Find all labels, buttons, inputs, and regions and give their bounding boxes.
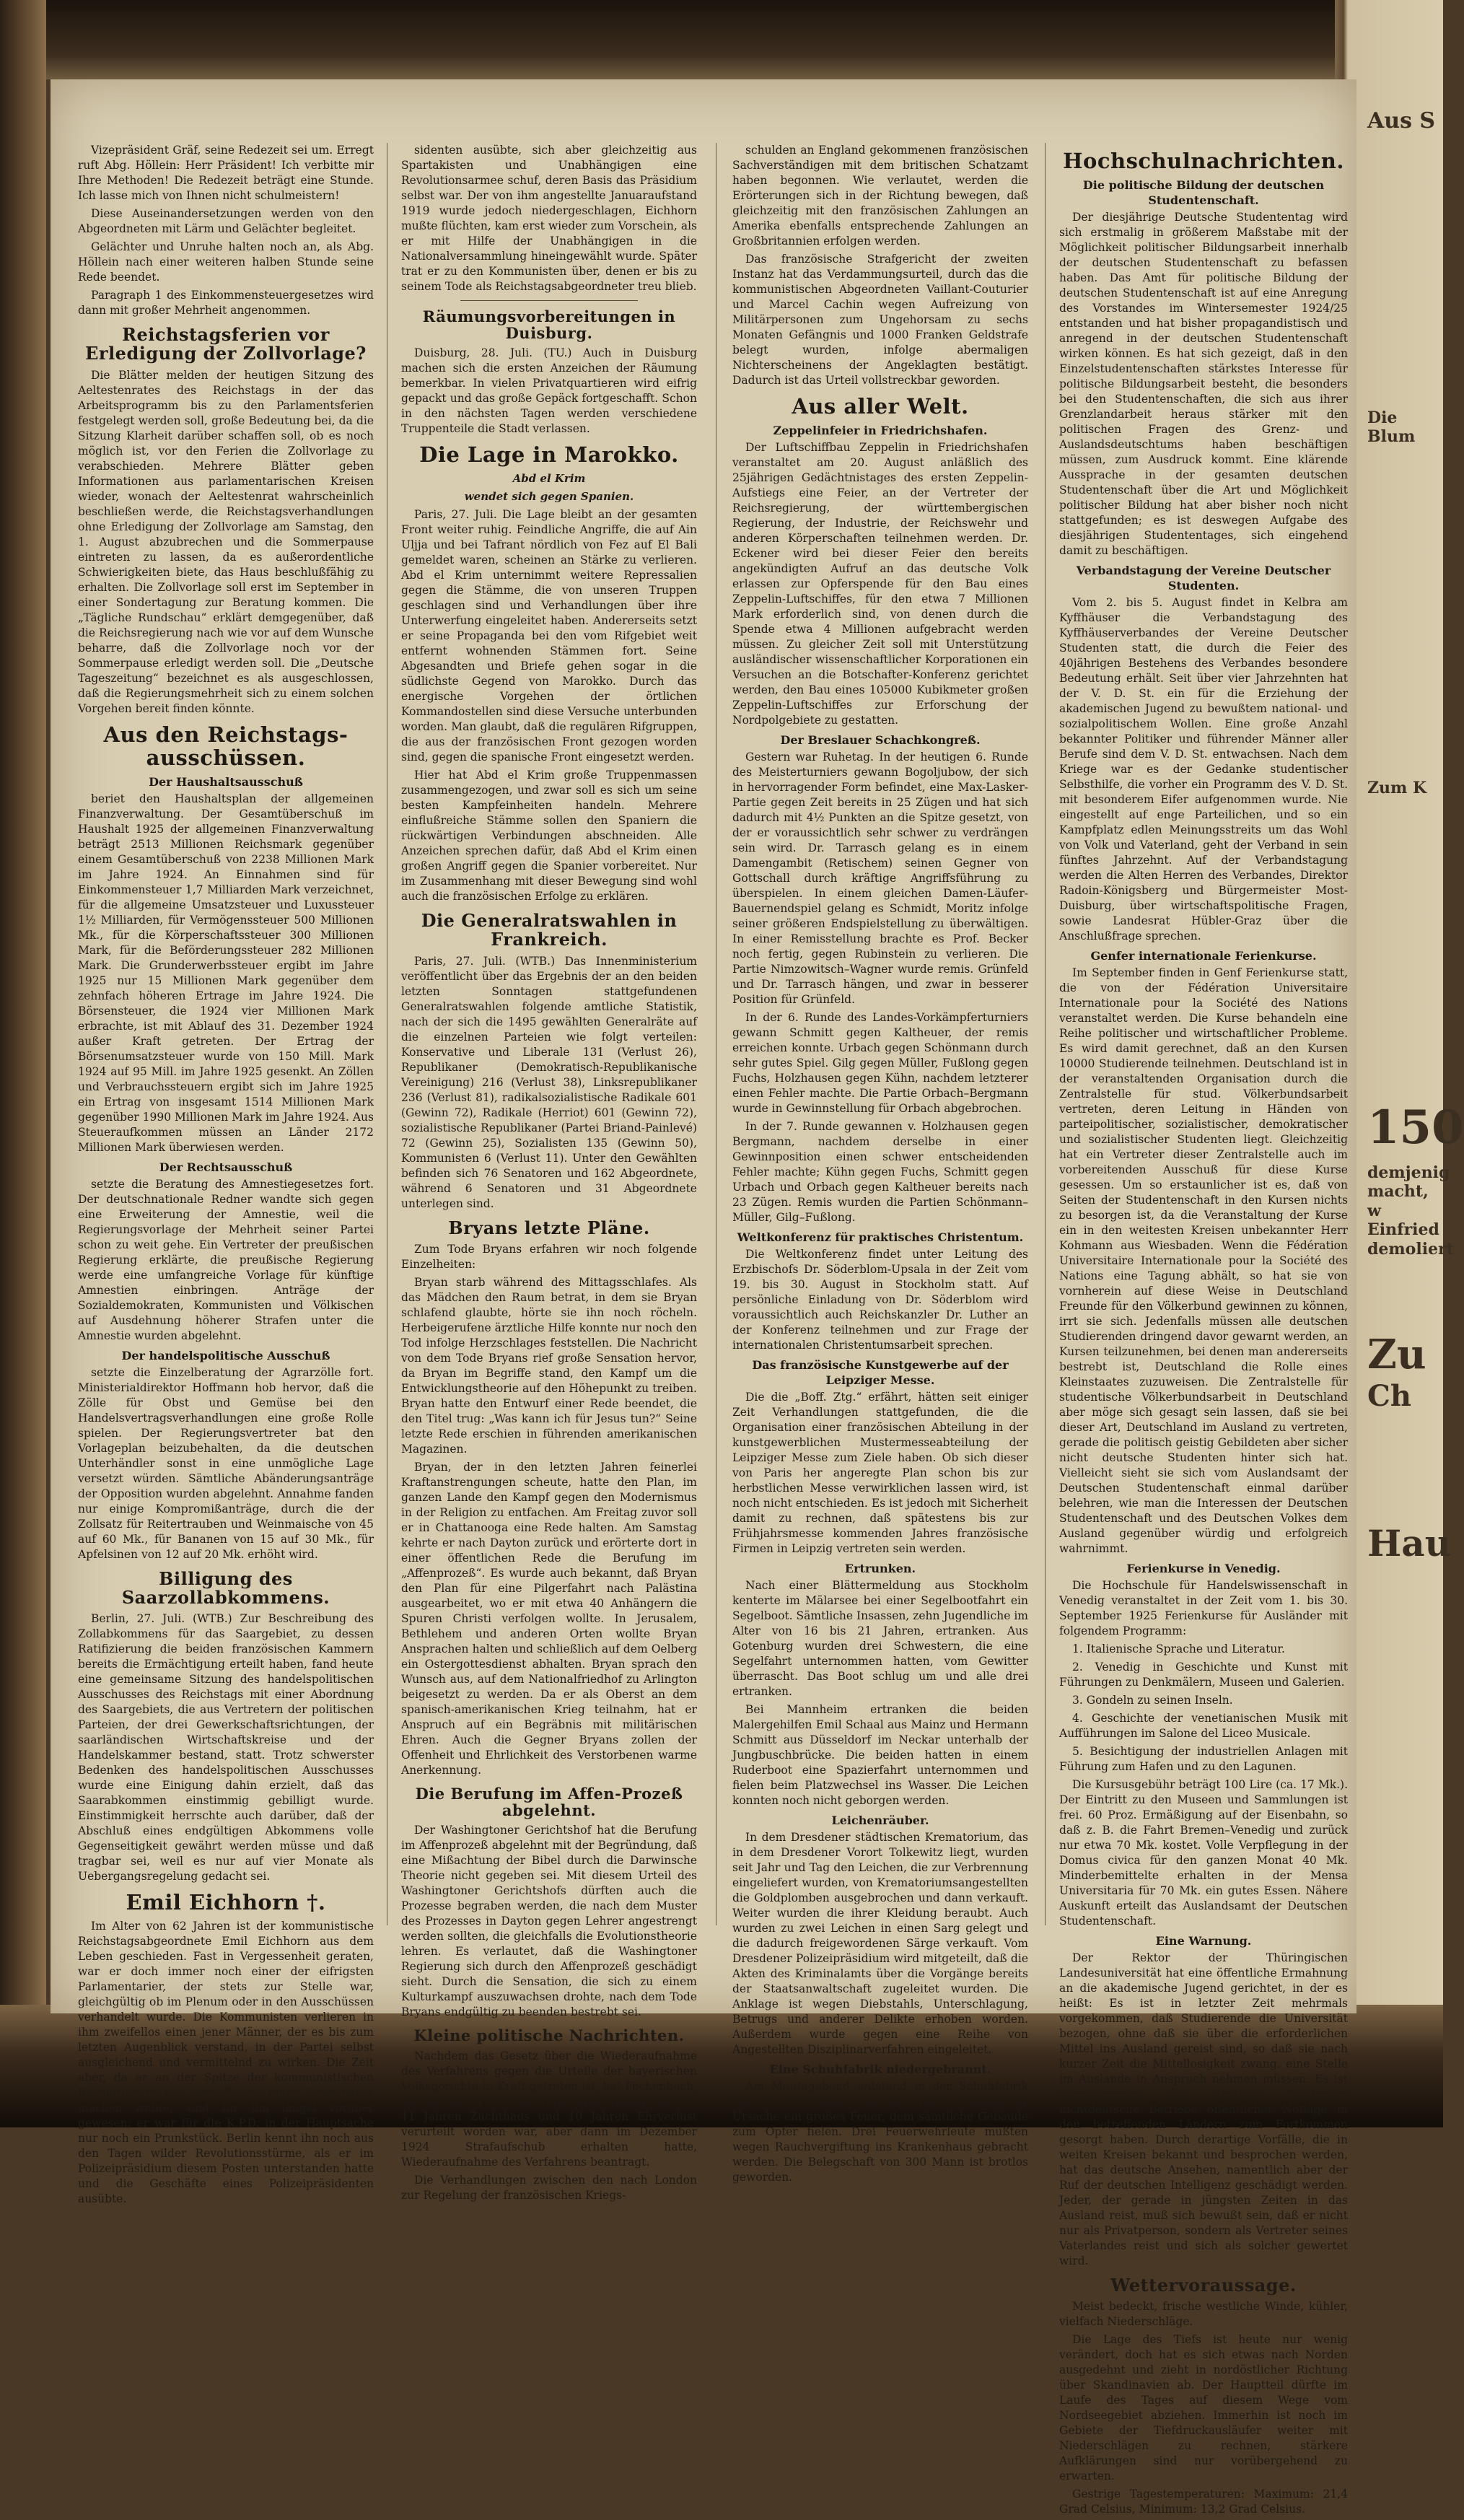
- headline-wahlen: Die Generalratswahlen in Frankreich.: [421, 910, 678, 950]
- paragraph: Der diesjährige Deutsche Studententag wird sich erstmalig in größerem Maßstabe mit der Möglichkeit politischer Bildungsarbeit innerhalb der deutschen Studentenschaft zu befassen haben. Das Amt für politische Bildung der deutschen Studentenschaft ist auf eine Anregung des Vorstandes im Wintersemester 1924/25 entstanden und hat bisher propagandistisch und anregend in der deutschen Studentenschaft wirken können. Es hat sich gezeigt, daß in den Einzelstudentenschaften stärkstes Interesse für politische Bildungsarbeit besteht, die besonders bei den Studentenschaften, die sich aus ihrer Grenzlandarbeit heraus stärker mit den politischen Fragen des Grenz- und Auslandsdeutschtums haben beschäftigen müssen, zum Ausdruck kommt. Eine klärende Aussprache in der gesamten deutschen Studentenschaft über die Art und Möglichkeit politischer Bildung hat aber bisher noch nicht stattgefunden; es ist deswegen Aufgabe des diesjährigen Studententages, sich eingehend damit zu beschäftigen.: [1059, 210, 1348, 557]
- paragraph: Im Alter von 62 Jahren ist der kommunistische Reichstagsabgeordnete Emil Eichhorn aus dem Leben geschieden. Fast in Vergessenheit geraten, war er doch immer noch einer der eifrigsten Parlamentarier, der stets zur Stelle war, gleichgültig ob im Plenum oder in den Ausschüssen verhandelt wurde. Die Kommunisten verlieren in ihm zweifellos einen jener Männer, der es bis zum letzten Augenblick verstand, in der Partei selbst ausgleichend und vermittelnd zu wirken. Die Zeit aber, da er an der Spitze der kommunistischen Revolutionäre aus dem Reiche einen Sowjetstaat machen wollte, sind für ihn längst vorüber gewesen; er war für die K.P.D. in der Hauptsache nur noch ein Prunkstück. Berlin kennt ihn noch aus den Tagen wilder Revolutionsstürme, als er im Polizeipräsidium diesem Posten unterstanden hatte und die Geschäfte eines Polizeipräsidenten ausübte.: [78, 1920, 374, 2206]
- paragraph: Vizepräsident Gräf, seine Redezeit sei um. Erregt ruft Abg. Höllein: Herr Präsident! Ich verbitte mir Ihre Methoden! Die Redezeit beträgt eine Stunde. Ich lasse mich von Ihnen nicht schulmeistern!: [78, 144, 374, 202]
- subheading: Die politische Bildung der deutschen Studentenschaft.: [1082, 178, 1325, 207]
- newspaper-page: [51, 79, 1356, 2516]
- subheading: Der handelspolitische Ausschuß: [121, 1348, 330, 1362]
- paragraph: Die Weltkonferenz findet unter Leitung des Erzbischofs Dr. Söderblom-Upsala in der Zeit vom 19. bis 30. August in Stockholm statt. Auf persönliche Einladung von Dr. Söderblom wird voraussichtlich auch Reichskanzler Dr. Luther an der Konferenz teilnehmen und zur Frage der internationalen Christentumsarbeit sprechen.: [732, 1247, 1028, 1352]
- strip-text: demjenig: [1367, 1163, 1450, 1182]
- headline-kleine: Kleine politische Nachrichten.: [413, 2026, 685, 2045]
- paragraph: Das französische Strafgericht der zweiten Instanz hat das Verdammungsurteil, durch das die kommunistischen Abgeordneten Vaillant-Couturier und Marcel Cachin wegen Aufreizung von Militärpersonen zum Ungehorsam zu sechs Monaten Gefängnis und 1000 Franken Geldstrafe belegt wurden, infolge abermaligen Nichterscheinens der Angeklagten bestätigt. Dadurch ist das Urteil vollstreckbar geworden.: [732, 253, 1028, 387]
- headline-wetter: Wettervoraussage.: [1110, 2274, 1297, 2296]
- paragraph: Gestern war Ruhetag. In der heutigen 6. Runde des Meisterturniers gewann Bogoljubow, der sich in hervorragender Form befindet, eine Max-Lasker-Partie gegen Zeit bereits in 25 Zügen und hat sich dadurch mit 4½ Punkten an die Spitze gesetzt, von der er voraussichtlich sehr schwer zu verdrängen sein wird. Dr. Tarrasch gelang es in einem Damengambit (Retischem) seinen Gegner von Gottschall durch kräftige Angriffsführung zu überspielen. In einem gleichen Damen-Läufer-Bauernendspiel gelang es Schmidt, Moritz infolge seiner größeren Endspielstellung zu überwältigen. In einer Remisstellung brachte es Prof. Becker noch fertig, gegen Rubinstein zu verlieren. Die Partie Nimzowitsch–Wagner wurde remis. Grünfeld und Dr. Tarrasch hängen, und zwar in besserer Position für Grünfeld.: [732, 750, 1028, 1006]
- paragraph: Der Luftschiffbau Zeppelin in Friedrichshafen veranstaltet am 20. August anläßlich des 25jährigen Gedächtnistages des ersten Zeppelin-Aufstiegs eine Feier, an der Vertreter der Reichsregierung, der württembergischen Regierung, der Industrie, der Reichswehr und anderen Körperschaften teilnehmen werden. Dr. Eckener wird bei dieser Feier den bereits angekündigten Aufruf an das deutsche Volk erlassen zur Opferspende für den Bau eines Zeppelin-Luftschiffes, für den etwa 7 Millionen Mark erforderlich sind, von denen durch die Spende etwa 4 Millionen aufgebracht werden müssen. Zu gleicher Zeit soll mit Unterstützung ausländischer wissenschaftlicher Korporationen ein Versuchen an die Botschafter-Konferenz gerichtet werden, den Bau eines 105000 Kubikmeter großen Zeppelin-Luftschiffes zur Erforschung der Nordpolgebiete zu gestatten.: [732, 440, 1028, 727]
- scan-border-top: [0, 0, 1443, 79]
- headline-raeumung: Räumungsvorbereitungen in Duisburg.: [422, 307, 676, 343]
- subheading: Eine Schuhfabrik niedergebrannt.: [769, 2062, 991, 2076]
- list-item: 2. Venedig in Geschichte und Kunst mit Führungen zu Denkmälern, Museen und Galerien.: [1059, 1660, 1348, 1689]
- subheading: Das französische Kunstgewerbe auf der Leipziger Messe.: [752, 1357, 1009, 1387]
- headline-saar: Billigung des Saarzollabkommens.: [121, 1567, 330, 1608]
- headline-bryan: Bryans letzte Pläne.: [448, 1217, 650, 1238]
- list-item: 1. Italienische Sprache und Literatur.: [1072, 1642, 1285, 1655]
- subheading: Weltkonferenz für praktisches Christentum.: [737, 1230, 1024, 1244]
- subheading: Verbandstagung der Vereine Deutscher Studenten.: [1076, 563, 1331, 592]
- paragraph: Gelächter und Unruhe halten noch an, als Abg. Höllein nach einer weiteren halben Stunde seine Rede beendet.: [78, 240, 374, 284]
- paragraph: Nachdem das Gesetz über die Wiederaufnahme des Verfahrens gegen die Urteile der bayerischen Volksgerichte in Kraft getreten ist, hat Fechenbach, der Oktober 1922 vom Münchener Volksgericht zu 11 Jahren Zuchthaus und 10 Jahren Ehrverlust verurteilt worden war, aber dann im Dezember 1924 Strafaufschub erhalten hatte, Wiederaufnahme des Verfahrens beantragt.: [401, 2049, 697, 2169]
- paragraph: In dem Dresdener städtischen Krematorium, das in dem Dresdener Vorort Tolkewitz liegt, wurden seit Jahr und Tag den Leichen, die zur Verbrennung eingeliefert wurden, von Krematoriumsangestellten die Goldplomben ausgebrochen und dann verkauft. Weiter wurden die ihrer Kleidung beraubt. Auch wurden zu zwei Leichen in einen Sarg gelegt und die dadurch freigewordenen Särge verkauft. Vom Dresdener Polizeipräsidium wird mitgeteilt, daß die Akten des Kriminalamts über die Vorgänge bereits der Staatsanwaltschaft zugeleitet wurden. Die Anklage ist wegen Diebstahls, Unterschlagung, Betrugs und anderer Delikte erhoben worden. Außerdem wurde gegen eine Reihe von Angestellten Disziplinarverfahren eingeleitet.: [732, 1830, 1028, 2056]
- paragraph: Der Washingtoner Gerichtshof hat die Berufung im Affenprozeß abgelehnt mit der Begründung, daß eine Mißachtung der Bibel durch die Darwinsche Theorie nicht gegeben sei. Mit diesem Urteil des Washingtoner Gerichtshofs dürften auch die Prozesse begraben werden, die nach dem Muster des Prozesses in Dayton gegen Lehrer angestrengt werden sollten, die gleichfalls die Evolutionstheorie lehren. Es verlautet, daß die Washingtoner Regierung sich durch den Affenprozeß geschädigt sieht. Durch die Sensation, die sich zu einem Kulturkampf auszuwachsen drohte, nach dem Tode Bryans endgültig zu beenden bestrebt sei.: [401, 1824, 697, 2019]
- strip-text: Zum K: [1367, 778, 1427, 797]
- neighbour-page-text: [1367, 108, 1464, 1565]
- headline-hochschul: Hochschulnachrichten.: [1063, 149, 1344, 173]
- paragraph: Im September finden in Genf Ferienkurse statt, die von der Fédération Universitaire Internationale pour la Société des Nations veranstaltet werden. Die Kurse behandeln eine Reihe politischer und wirtschaftlicher Probleme. Es wird damit gerechnet, daß an den Kursen 10000 Studierende teilnehmen. Deutschland ist in der veranstaltenden Organisation durch die Zentralstelle für stud. Völkerbundsarbeit vertreten, deren Leitung in Händen von parteipolitischer, sozialistischer, demokratischer und sozialistischer Studenten liegt. Gleichzeitig hat ein Vertreter dieser Zentralstelle auch im vorbereitenden Ausschuß für diese Kurse gesessen. Um so erstaunlicher ist es, daß von Seiten der Studentenschaft in den Kursen nichts zu besorgen ist, da die Veranstaltung der Kurse ein in den weitesten Kreisen unbekannter Herr Kohmann aus Wiesbaden. Wenn die Fédération Universitaire Internationale pour la Société des Nations eine Tagung abhält, so hat sie von vornherein auf diese Weise in Deutschland Freunde für den Völkerbund gewinnen zu können, irrt sie sich. Jedenfalls müssen alle deutschen Studierenden dringend davor gewarnt werden, an Kursen teilzunehmen, bei denen man andererseits bestrebt ist, Deutschland die Rolle eines Kleinstaates zuzuweisen. Die Zentralstelle für studentische Völkerbundsarbeit in Deutschland aber möge sich gesagt sein lassen, daß sie bei dieser Art, Deutschland im Ausland zu vertreten, gerade die politisch geistig Gebildeten aber sicher nicht deutsche Studenten hinter sich hat. Vielleicht sieht sie sich vom Auslandsamt der Deutschen Studentenschaft einmal darüber belehren, wie man die Interessen der Deutschen Studentenschaft und des Deutschen Volkes dem Ausland gegenüber würdig und erfolgreich wahrnimmt.: [1059, 966, 1348, 1555]
- paragraph: Duisburg, 28. Juli. (TU.) Auch in Duisburg machen sich die ersten Anzeichen der Räumung bemerkbar. In vielen Privatquartieren wird eifrig gepackt und das große Gepäck fortgeschafft. Schon in den nächsten Tagen werden verschiedene Truppenteile die Stadt verlassen.: [401, 346, 697, 436]
- strip-text: demoliert: [1367, 1239, 1454, 1259]
- list-item: 4. Geschichte der venetianischen Musik mit Aufführungen im Salone del Liceo Musicale.: [1059, 1711, 1348, 1740]
- strip-text: Aus S: [1367, 108, 1436, 134]
- paragraph: setzte die Einzelberatung der Agrarzölle fort. Ministerialdirektor Hoffmann hob hervor, daß die Zölle für Obst und Gemüse bei den Handelsvertragsverhandlungen eine große Rolle spielen. Der Regierungsvertreter bat den Vorlageplan beizubehalten, da die deutschen Unterhändler sonst in eine unmögliche Lage versetzt würden. Sämtliche Abänderungsanträge der Opposition wurden abgelehnt. Annahme fanden nur einige Kompromißanträge, durch die der Zollsatz für Reitertrauben und Weinmaische von 45 auf 60 Mk., für Bananen von 15 auf 30 Mk., für Apfelsinen von 12 auf 20 Mk. erhöht wird.: [78, 1365, 374, 1561]
- subheading: Abd el Krim: [512, 472, 586, 486]
- paragraph: setzte die Beratung des Amnestiegesetzes fort. Der deutschnationale Redner wandte sich gegen eine Erweiterung der Amnestie, weil die Regierungsvorlage der Mehrheit seiner Partei schon zu weit gehe. Ein Vertreter der preußischen Regierung erklärte, die preußische Regierung werde eine umfangreiche Vorlage für künftige Amnestien einbringen. Anträge der Sozialdemokraten, Kommunisten und Völkischen auf Ausdehnung höherer Strafen unter die Amnestie wurden abgelehnt.: [78, 1177, 374, 1342]
- paragraph: schulden an England gekommenen französischen Sachverständigen mit dem britischen Schatzamt haben begonnen. Wie verlautet, werden die Erörterungen sich in der Richtung bewegen, daß gleichzeitig mit den französischen Zahlungen an Amerika ebenfalls entsprechende Zahlungen an Großbritannien erfolgen werden.: [732, 144, 1028, 248]
- paragraph: Die Blätter melden der heutigen Sitzung des Aeltestenrates des Reichstags in der das Arbeitsprogramm bis zu den Parlamentsferien festgelegt werden soll, große Bedeutung bei, da die Sitzung Klarheit darüber schaffen soll, ob es noch möglich ist, vor den Ferien die Zollvorlage zu verabschieden. Mehrere Blätter geben Informationen aus parlamentarischen Kreisen wieder, wonach der Aeltestenrat wahrscheinlich beschließen werde, die Reichstagsverhandlungen ohne Erledigung der Zollvorlage am Samstag, den 1. August abzubrechen und die Sommerpause eintreten zu lassen, da es außerordentliche Schwierigkeiten biete, das Haus beschlußfähig zu erhalten. Die Zollvorlage soll erst im September in einer Sondertagung zur Beratung kommen. Die „Tägliche Rundschau“ erklärt demgegenüber, daß die Reichsregierung nach wie vor auf dem Wunsche beharre, daß die Zollvorlage noch vor der Sommerpause erledigt werden soll. Die „Deutsche Tageszeitung“ bezeichnet es als ausgeschlossen, daß die Regierungsmehrheit sich zu einem solchen Vorgehen bereit finden könnte.: [78, 368, 374, 715]
- paragraph: In der 6. Runde des Landes-Vorkämpferturniers gewann Schmitt gegen Kaltheuer, der remis erreichen konnte. Urbach gegen Schönmann durch sehr gutes Spiel. Gilg gegen Müller, Fußlong gegen Fuchs, Holzhausen gegen Kühn, nachdem letzterer einen Fehler machte. Die Partie Orbach–Bergmann wurde in Gewinnstellung für Orbach abgebrochen.: [732, 1010, 1028, 1115]
- subheading: Der Breslauer Schachkongreß.: [780, 732, 981, 747]
- strip-text: Zu: [1367, 1330, 1426, 1378]
- column-rule: [1045, 143, 1046, 1925]
- column-3: [732, 143, 1028, 2188]
- paragraph: Berlin, 27. Juli. (WTB.) Zur Beschreibung des Zollabkommens für das Saargebiet, zu dessen Ratifizierung die beiden französischen Kammern bereits die Ermächtigung erteilt haben, fand heute eine gemeinsame Sitzung des handelspolitischen Ausschusses des Reichstags mit einer Abordnung des Saargebiets, die aus Vertretern der politischen Parteien, der drei Gewerkschaftsrichtungen, der saarländischen Wirtschaftskreise und der Handelskammer bestand, statt. Trotz schwerster Bedenken des handelspolitischen Ausschusses wurde eine Einigung dahin erzielt, daß das Saarabkommen einstimmig gebilligt wurde. Einstimmigkeit herrschte auch darüber, daß der Abschluß eines endgültigen Abkommens volle Gegenseitigkeit gewährt werden müsse und daß tragbar sei, weil es nur auf vier Monate als Uebergangsregelung gedacht sei.: [78, 1612, 374, 1884]
- headline-aus-aller-welt: Aus aller Welt.: [792, 394, 969, 419]
- paragraph: In der 7. Runde gewannen v. Holzhausen gegen Bergmann, nachdem derselbe in einer Gewinnposition einen schwer entscheidenden Fehler machte; Kühn gegen Fuchs, Schmitt gegen Urbach und Orbach gegen Kaltheuer bereits nach 23 Zügen. Remis wurden die Partien Schönmann–Müller, Gilg–Fußlong.: [732, 1119, 1028, 1224]
- paragraph: Paragraph 1 des Einkommensteuergesetzes wird dann mit großer Mehrheit angenommen.: [78, 289, 374, 317]
- paragraph: Die Kursusgebühr beträgt 100 Lire (ca. 17 Mk.). Der Eintritt zu den Museen und Sammlungen ist frei. 60 Proz. Ermäßigung auf der Eisenbahn, so daß z. B. die Fahrt Bremen–Venedig und zurück nur etwa 70 Mk. kostet. Volle Verpflegung in der Domus civica für den ganzen Monat 40 Mk. Minderbemittelte erhalten in der Mensa Universitaria für 70 Mk. ein gutes Essen. Nähere Auskunft erteilt das Auslandsamt der Deutschen Studentenschaft.: [1059, 1777, 1348, 1928]
- paragraph: Nach einer Blättermeldung aus Stockholm kenterte im Mälarsee bei einer Segelbootfahrt ein Segelboot. Sämtliche Insassen, zehn Jugendliche im Alter von 16 bis 21 Jahren, ertranken. Aus Gotenburg wurden drei Schwestern, die eine Segelfahrt unternommen hatten, vom Gewitter überrascht. Das Boot schlug um und alle drei ertranken.: [732, 1578, 1028, 1698]
- scan-border-left: [0, 0, 46, 2127]
- subheading: Ertrunken.: [844, 1561, 916, 1575]
- paragraph: Die Hochschule für Handelswissenschaft in Venedig veranstaltet in der Zeit vom 1. bis 30. September 1925 Ferienkurse für Ausländer mit folgendem Programm:: [1059, 1578, 1348, 1637]
- paragraph: Die Lage des Tiefs ist heute nur wenig verändert, doch hat es sich etwas nach Norden ausgedehnt und zieht in nordöstlicher Richtung über Skandinavien ab. Der Hauptteil dürfte im Laufe des Tages auf diesem Wege vom Nordseegebiet abziehen. Immerhin ist noch im Gebiete der Tiefdruckausläufer weiter mit Niederschlägen zu rechnen, stärkere Aufklärungen sind nur vorübergehend zu erwarten.: [1059, 2333, 1348, 2483]
- headline-reichstagsferien: Reichstagsferien vor Erledigung der Zollvorlage?: [85, 324, 367, 364]
- strip-text: Hau: [1367, 1522, 1451, 1565]
- column-1: [78, 143, 374, 2210]
- strip-text: Ch: [1367, 1379, 1411, 1414]
- paragraph: Meist bedeckt, frische westliche Winde, kühler, vielfach Niederschläge.: [1059, 2300, 1348, 2329]
- paragraph: Paris, 27. Juli. Die Lage bleibt an der gesamten Front weiter ruhig. Feindliche Angriffe, die auf Ain Uljja und bei Tafrant nördlich von Fez auf El Bali gemeldet waren, scheinen an Stärke zu verlieren. Abd el Krim unternimmt weitere Repressalien gegen die Stämme, die von unseren Truppen geschlagen sind und Verhandlungen über ihre Unterwerfung eingeleitet haben. Andererseits setzt er seine Propaganda bei den vom Rifgebiet weit entfernt wohnenden Stämmen fort. Seine Abgesandten und Briefe gehen sogar in die südlichste Gegend von Marokko. Durch das energische Vorgehen der örtlichen Kommandostellen sind diese Versuche unterbunden worden. Man glaubt, daß die regulären Rifgruppen, die aus der französischen Front gezogen worden sind, gegen die spanische Front eingesetzt werden.: [401, 508, 697, 764]
- subheading: Zeppelinfeier in Friedrichshafen.: [773, 423, 988, 437]
- paragraph: Vom 2. bis 5. August findet in Kelbra am Kyffhäuser die Verbandstagung des Kyffhäuserverbandes der Vereine Deutscher Studenten statt, die durch die Feier des 40jährigen Bestehens des Verbandes besondere Bedeutung erhält. Seit über vier Jahrzehnten hat der V. D. St. ein für die Erziehung der akademischen Jugend zu bewußtem national- und sozialpolitischem Wollen. Eine große Anzahl bekannter Politiker und führender Männer aller Berufe sind dem V. D. St. entwachsen. Nach dem Kriege war es der Gedanke studentischer Selbsthilfe, die vorher ein Programm des V. D. St. mit besonderem Eifer aufgenommen wurde. Nie eingestellt auf enge Parteilichen, und so ein Kampfplatz edlen Meinungsstreits um das Wohl von Volk und Vaterland, geht der Verband in sein fünftes Jahrzehnt. Auf der Verbandstagung werden die Alten Herren des Verbandes, Direktor Radoin-Königsberg und Bürgermeister Most-Duisburg, über wirtschaftspolitische Fragen, sowie Landesrat Hübler-Graz über die Anschlußfrage sprechen.: [1059, 595, 1348, 942]
- paragraph: Diese Auseinandersetzungen werden von den Abgeordneten mit Lärm und Gelächter begleitet.: [78, 207, 374, 235]
- paragraph: Bryan, der in den letzten Jahren feinerlei Kraftanstrengungen scheute, hatte den Plan, im ganzen Lande den Kampf gegen den Modernismus in der Religion zu entfachen. Am Freitag zuvor soll er in Chattanooga eine Rede halten. Am Samstag kehrte er nach Dayton zurück und erörterte dort in einer öffentlichen Rede die Berufung im „Affenprozeß“. Es wurde auch bekannt, daß Bryan den Plan für eine Pilgerfahrt nach Palästina ausgearbeitet, wo er mit etwa 40 Anhängern die Spuren Christi verfolgen wollte. In Jerusalem, Bethlehem und anderen Orten wollte Bryan Ansprachen halten und schließlich auf dem Oelberg ein Ostergottesdienst abhalten. Bryan sprach den Wunsch aus, auf dem Nationalfriedhof zu Arlington beigesetzt zu werden. Da er als Oberst an dem spanisch-amerikanischen Krieg teilnahm, hat er Anspruch auf ein Begräbnis mit militärischen Ehren. Auch die Gegner Bryans zollen der Offenheit und Ehrlichkeit des Verstorbenen warme Anerkennung.: [401, 1461, 697, 1777]
- subheading: Genfer internationale Ferienkurse.: [1090, 948, 1317, 963]
- subheading: Eine Warnung.: [1155, 1933, 1252, 1948]
- subheading: wendet sich gegen Spanien.: [464, 490, 634, 504]
- headline-affen: Die Berufung im Affen-Prozeß abgelehnt.: [415, 1785, 683, 1820]
- paragraph: Hier hat Abd el Krim große Truppenmassen zusammengezogen, und zwar soll es sich um seine besten Kampfeinheiten handeln. Mehrere einflußreiche Stämme sollen den Spaniern die rückwärtigen Verbindungen abschneiden. Alle Anzeichen sprechen dafür, daß Abd el Krim einen großen Angriff gegen die Spanier vorbereitet. Nur im Zusammenhang mit dieser Bewegung sind wohl auch die französischen Erfolge zu erklären.: [401, 769, 697, 904]
- paragraph: Gestrige Tagestemperaturen: Maximum: 21,4 Grad Celsius, Minimum: 13,2 Grad Celsius.: [1059, 2488, 1348, 2516]
- list-item: 5. Besichtigung der industriellen Anlagen mit Führung zum Hafen und zu den Lagunen.: [1059, 1744, 1348, 1773]
- paragraph: sidenten ausübte, sich aber gleichzeitig aus Spartakisten und Unabhängigen eine Revolutionsarmee schuf, deren Basis das Präsidium selbst war. Der von ihm angestellte Januaraufstand 1919 wurde jedoch niedergeschlagen, Eichhorn mußte flüchten, kam erst wieder zum Vorschein, als er mit Hilfe der Unabhängigen in die Nationalversammlung hineingewählt wurde. Später trat er zu den Kommunisten über, denen er bis zu seinem Tode als Reichstagsabgeordneter treu blieb.: [401, 144, 697, 293]
- strip-text: Einfried: [1367, 1220, 1439, 1240]
- subheading: Ferienkurse in Venedig.: [1126, 1561, 1281, 1575]
- strip-text: Die Blum: [1367, 408, 1416, 447]
- paragraph: Der Rektor der Thüringischen Landesuniversität hat eine öffentliche Ermahnung an die akademische Jugend gerichtet, in der es heißt: Es ist in letzter Zeit mehrmals vorgekommen, daß Studierende die Universität bezogen, ohne daß sie über die erforderlichen Mittel ins Ausland gereist sind, so daß sie nach kurzer Zeit die Mittellosigkeit zwang, eine Stelle im Auslande in Anspruch nehmen müssen. Es ist vorgekommen, daß deutsche Studenten nichtdeutsche Betriebe öffentlicher Notlage in den betreffenden Ländern zum Fortkommen gesorgt haben. Durch derartige Vorfälle, die in weiten Kreisen bekannt und besprochen werden, hat das deutsche Ansehen, namentlich aber der Ruf der deutschen Intelligenz geschädigt werden. Jeder, der gerade in jüngsten Zeiten in das Ausland reist, muß sich bewußt sein, daß er nicht nur als Privatperson, sondern als Vertreter seines Vaterlandes reist und sich als solcher gewertet wird.: [1059, 1951, 1348, 2267]
- headline-eichhorn: Emil Eichhorn †.: [126, 1890, 326, 1915]
- strip-text: 150: [1367, 1101, 1464, 1155]
- column-4: [1059, 143, 1348, 2520]
- paragraph: Bryan starb während des Mittagsschlafes. Als das Mädchen den Raum betrat, in dem sie Bryan schlafend glaubte, hörte sie ihn noch röcheln. Herbeigerufene ärztliche Hilfe konnte nur noch den Tod infolge Herzschlages feststellen. Die Nachricht von dem Tode Bryans rief große Sensation hervor, da Bryan im Begriffe stand, den Kampf um die Entwicklungstheorie auf den Höhepunkt zu treiben. Bryan hatte den Entwurf einer Rede beendet, die den Titel trug: „Was kann ich für Jesus tun?“ Seine letzte Rede erschien in führenden amerikanischen Magazinen.: [401, 1276, 697, 1456]
- subheading: Der Haushaltsausschuß: [149, 774, 303, 789]
- list-item: 3. Gondeln zu seinen Inseln.: [1072, 1693, 1233, 1707]
- headline-ausschuessen: Aus den Reichstags-ausschüssen.: [103, 722, 349, 770]
- paragraph: Die Verhandlungen zwischen den nach London zur Regelung der französischen Kriegs-: [401, 2173, 697, 2202]
- divider: [460, 300, 638, 301]
- strip-text: macht, w: [1367, 1182, 1429, 1220]
- paragraph: Die die „Boff. Ztg.“ erfährt, hätten seit einiger Zeit Verhandlungen stattgefunden, die die Organisation einer französischen Abteilung in der kunstgewerblichen Mustermesseabteilung der Leipziger Messe zum Ziele haben. Ob sich dieser von Paris her angeregte Plan schon bis zur herbstlichen Messe verwirklichen lassen wird, ist noch nicht entschieden. Es ist jedoch mit Sicherheit damit zu rechnen, daß spätestens bis zur Frühjahrsmesse kommenden Jahres französische Firmen in Leipzig vertreten sein werden.: [732, 1390, 1028, 1555]
- paragraph: Bei Mannheim ertranken die beiden Malergehilfen Emil Schaal aus Mainz und Hermann Schmitt aus Düsseldorf im Neckar unterhalb der Jungbuschbrücke. Die beiden hatten in einem Ruderboot eine Spazierfahrt unternommen und fielen beim Platzwechsel ins Wasser. Die Leichen konnten noch nicht geborgen werden.: [732, 1702, 1028, 1807]
- paragraph: Zum Tode Bryans erfahren wir noch folgende Einzelheiten:: [401, 1243, 697, 1272]
- paragraph: Paris, 27. Juli. (WTB.) Das Innenministerium veröffentlicht über das Ergebnis der an den beiden letzten Sonntagen stattgefundenen Generalratswahlen folgende amtliche Statistik, nach der sich die 1495 gewählten Generalräte auf die einzelnen Parteien wie folgt verteilen: Konservative und Liberale 131 (Verlust 26), Republikaner (Demokratisch-Republikanische Vereinigung) 216 (Verlust 38), Linksrepublikaner 236 (Verlust 81), radikalsozialistische Radikale 601 (Gewinn 72), Radikale (Herriot) 601 (Gewinn 72), sozialistische Republikaner (Partei Briand-Painlevé) 72 (Gewinn 25), Sozialisten 135 (Gewinn 50), Kommunisten 6 (Verlust 11). Unter den Gewählten befinden sich 76 Senatoren und 162 Abgeordnete, während 6 Senatoren und 31 Abgeordnete unterlegen sind.: [401, 954, 697, 1210]
- paragraph: Am Montagabend entstand in der Schuhfabrik Ohr in Pirmasens aus bis jetzt unbekannter Ursache ein großes Feuer, dem sämtliche Gebäude zum Opfer fielen. Drei Feuerwehrleute mußten wegen Rauchvergiftung ins Krankenhaus gebracht werden. Die Belegschaft von 300 Mann ist brotlos geworden.: [732, 2079, 1028, 2184]
- paragraph: beriet den Haushaltsplan der allgemeinen Finanzverwaltung. Der Gesamtüberschuß im Haushalt 1925 der allgemeinen Finanzverwaltung beträgt 2513 Millionen Reichsmark gegenüber einem Gesamtüberschuß von 2238 Millionen Mark im Jahre 1924. An Einnahmen sind für Einkommensteuer 1,7 Milliarden Mark verzeichnet, für die allgemeine Umsatzsteuer und Luxussteuer 1½ Milliarden, für Vermögenssteuer 500 Millionen Mk., für die Körperschaftssteuer 300 Millionen Mark, für die Beförderungssteuer 282 Millionen Mark. Die Grunderwerbssteuer ergibt im Jahre 1925 nur 15 Millionen Mark gegenüber dem zehnfach höheren Ertrage im Jahre 1924. Die Börsensteuer, die 1924 vier Millionen Mark erbrachte, ist mit Ablauf des 31. Dezember 1924 außer Kraft getreten. Der Ertrag der Börsenumsatzsteuer wurde von 150 Mill. Mark 1924 auf 95 Mill. im Jahre 1925 gesenkt. An Zöllen und Verbrauchssteuern ergibt sich im Jahre 1925 ein Ertrag von insgesamt 1514 Millionen Mark gegenüber 1990 Millionen Mark im Jahre 1924. Aus Steueraufkommen müssen an Länder 2172 Millionen Mark überwiesen werden.: [78, 792, 374, 1154]
- subheading: Leichenräuber.: [831, 1813, 929, 1827]
- subheading: Der Rechtsausschuß: [159, 1160, 293, 1174]
- column-2: [401, 143, 697, 2206]
- headline-marokko: Die Lage in Marokko.: [419, 442, 679, 468]
